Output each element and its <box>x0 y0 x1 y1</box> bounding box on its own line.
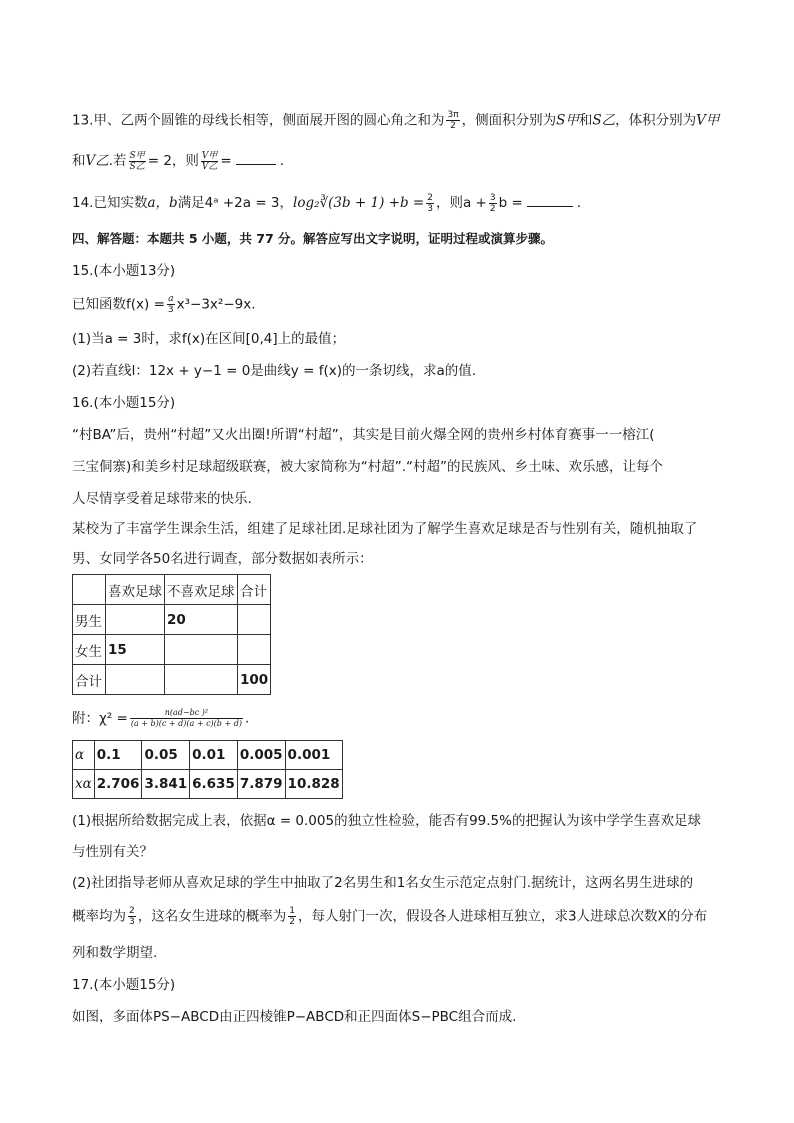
critical-value-table <box>72 740 343 799</box>
q15-part1: (1)当a = 3时，求f(x)在区间[0,4]上的最值； <box>72 331 346 347</box>
table-row: 合计 100 <box>73 665 271 695</box>
q15-stem: 已知函数f(x) = $\frac{a}{3}$ x³−3x²−9x. <box>72 294 256 315</box>
q16-fraction-boy: $\frac{2}{3}$ <box>129 906 135 927</box>
q16-part2-line3: 列和数学期望. <box>72 945 158 961</box>
q13-fraction: $\frac{3\pi}{2}$ <box>447 110 459 131</box>
q16-survey-table <box>72 574 271 695</box>
chi-square-formula: 附：χ² = $\frac{\text{n(ad−bc )²}}{(a + b)(c + d)(a + c)(b + d)}$ . <box>72 708 250 728</box>
section-heading: 四、解答题：本题共 5 小题，共 77 分。解答应写出文字说明，证明过程或演算步骤。 <box>72 231 554 246</box>
table-header-row: 喜欢足球 不喜欢足球 合计 <box>73 575 271 605</box>
q15-fraction: $\frac{a}{3}$ <box>167 294 174 315</box>
q16-para2-line1: 某校为了丰富学生课余生活，组建了足球社团.足球社团为了解学生喜欢足球是否与性别有关，随机抽取了 <box>72 521 698 537</box>
q13-line2: 和V乙.若 $\frac{\text{S甲}}{\text{S乙}}$ = 2，则 $\frac{\text{V甲}}{\text{V乙}}$ = . <box>72 150 285 172</box>
q16-part1-line2: 与性别有关？ <box>72 844 153 860</box>
q16-part2-line1: (2)社团指导老师从喜欢足球的学生中抽取了2名男生和1名女生示范定点射门.据统计，这两名男生进球的 <box>72 875 694 891</box>
q13-line1: 13.甲、乙两个圆锥的母线长相等，侧面展开图的圆心角之和为 $\frac{3\pi}{2}$ ，侧面积分别为S甲和S乙，体积分别为V甲 <box>72 110 720 131</box>
q13-answer-blank <box>236 150 276 165</box>
q16-part1-line1: (1)根据所给数据完成上表，依据α = 0.005的独立性检验，能否有99.5%的把握认为该中学学生喜欢足球 <box>72 813 701 829</box>
chi-square-fraction: $\frac{\text{n(ad−bc )²}}{(a + b)(c + d)(a + c)(b + d)}$ <box>130 708 242 728</box>
q17-stem: 如图，多面体PS−ABCD由正四棱锥P−ABCD和正四面体S−PBC组合而成. <box>72 1009 517 1025</box>
q15-part2: (2)若直线l：12x + y−1 = 0是曲线y = f(x)的一条切线，求a的值. <box>72 363 477 379</box>
q17-header: 17.(本小题15分) <box>72 977 176 993</box>
q16-fraction-girl: $\frac{1}{2}$ <box>289 906 295 927</box>
table-row: α 0.1 0.05 0.01 0.005 0.001 <box>73 741 343 770</box>
q16-header: 16.(本小题15分) <box>72 395 176 411</box>
q16-para2-line2: 男、女同学各50名进行调查，部分数据如表所示： <box>72 551 373 567</box>
q14-line: 14.已知实数a，b满足4ᵃ +2a = 3，log₂∛(3b + 1) +b = $\frac{2}{3}$ ，则a + $\frac{3}{2}$ b = . <box>72 192 582 214</box>
q16-para1-line3: 人尽情享受着足球带来的快乐. <box>72 491 252 507</box>
table-row: 男生 20 <box>73 605 271 635</box>
q13-ratio-s: $\frac{\text{S甲}}{\text{S乙}}$ <box>129 150 145 172</box>
q14-fraction2: $\frac{3}{2}$ <box>489 192 496 214</box>
q14-fraction: $\frac{2}{3}$ <box>427 192 433 214</box>
table-row: xα 2.706 3.841 6.635 7.879 10.828 <box>73 770 343 799</box>
q15-header: 15.(本小题13分) <box>72 263 176 279</box>
q16-para1-line2: 三宝侗寨)和美乡村足球超级联赛，被大家简称为“村超”.“村超”的民族风、乡土味、欢乐感，让每个 <box>72 459 664 475</box>
q16-para1-line1: “村BA”后，贵州“村超”又火出圈!所谓“村超”，其实是目前火爆全网的贵州乡村体育赛事一一榕江( <box>72 427 655 443</box>
q16-part2-line2: 概率均为 $\frac{2}{3}$ ，这名女生进球的概率为 $\frac{1}{2}$ ，每人射门一次，假设各人进球相互独立，求3人进球总次数X的分布 <box>72 906 708 927</box>
q14-answer-blank <box>527 192 573 207</box>
table-row: 女生 15 <box>73 635 271 665</box>
q13-ratio-v: $\frac{\text{V甲}}{\text{V乙}}$ <box>201 150 218 172</box>
